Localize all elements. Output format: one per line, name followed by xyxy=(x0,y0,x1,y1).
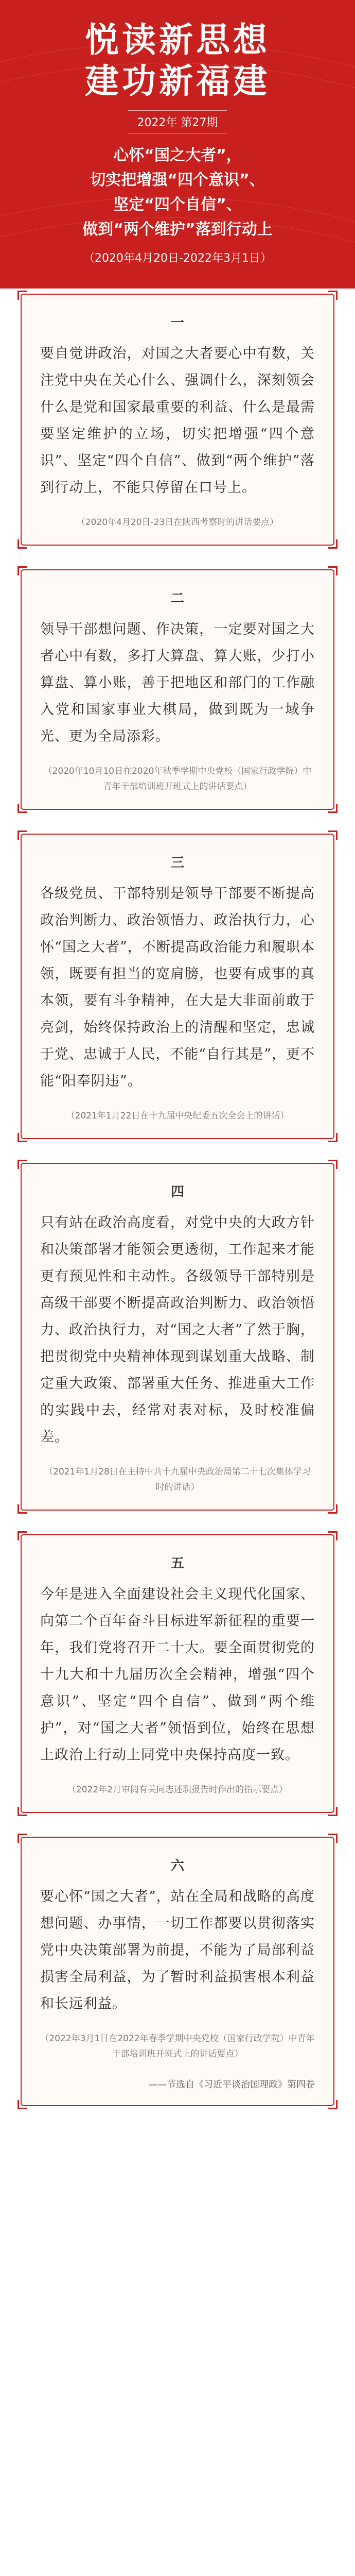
subtitle xyxy=(0,143,355,242)
corner-ornament xyxy=(328,566,338,575)
section-6 xyxy=(21,1837,334,2106)
corner-ornament xyxy=(17,804,27,813)
corner-ornament xyxy=(328,1807,338,1816)
corner-ornament xyxy=(17,291,27,300)
corner-ornament xyxy=(17,2100,27,2109)
section-source: （2020年4月20日-23日在陕西考察时的讲话要点） xyxy=(76,517,279,528)
corner-ornament xyxy=(17,1504,27,1514)
title-line-1: 悦读新思想 xyxy=(85,20,270,60)
corner-ornament xyxy=(328,1504,338,1514)
date-range: （2020年4月20日-2022年3月1日） xyxy=(83,252,272,265)
section-source: （2022年2月审阅有关同志述职报告时作出的指示要点） xyxy=(67,1785,288,1795)
corner-ornament xyxy=(17,831,27,840)
section-body: 要心怀“国之大者”，站在全局和战略的高度想问题、办事情，一切工作都要以贯彻落实党中央决策部署为前提，不能为了局部利益损害全局利益，为了暂时利益损害根本利益和长远利益。 xyxy=(40,1889,315,2012)
section-2 xyxy=(21,569,334,810)
corner-ornament xyxy=(17,566,27,575)
section-number: 一 xyxy=(170,315,184,331)
section-body: 今年是进入全面建设社会主义现代化国家、向第二个百年奋斗目标进军新征程的重要一年，我们党将召开二十大。要全面贯彻党的十九大和十九届历次全会精神，增强“四个意识”、坚定“四个自信”、做到“两个维护”，对“国之大者”领悟到位，始终在思想上政治上行动上同党中央保持高度一致。 xyxy=(40,1586,315,1763)
page-title xyxy=(0,20,355,102)
corner-ornament xyxy=(328,1160,338,1169)
section-number: 二 xyxy=(170,591,184,606)
header-banner xyxy=(0,0,355,289)
corner-ornament xyxy=(17,1807,27,1816)
subtitle-line-1: 心怀“国之大者”， xyxy=(113,146,242,164)
corner-ornament xyxy=(328,1531,338,1540)
content xyxy=(21,294,334,2130)
section-3 xyxy=(21,834,334,1139)
subtitle-line-2: 切实把增强“四个意识”、 xyxy=(90,171,265,189)
corner-ornament xyxy=(328,1133,338,1142)
issue-number: 2022年 第27期 xyxy=(128,110,227,133)
corner-ornament xyxy=(17,1531,27,1540)
corner-ornament xyxy=(328,539,338,549)
corner-ornament xyxy=(17,1834,27,1843)
subtitle-line-4: 做到“两个维护”落到行动上 xyxy=(82,221,273,239)
corner-ornament xyxy=(328,804,338,813)
section-source: （2021年1月22日在十九届中央纪委五次全会上的讲话） xyxy=(66,1111,289,1121)
section-number: 六 xyxy=(170,1858,184,1874)
section-source: （2022年3月1日在2022年春季学期中央党校（国家行政学院）中青年干部培训班开班式上的讲话要点） xyxy=(40,2033,315,2059)
corner-ornament xyxy=(17,1133,27,1142)
section-body: 只有站在政治高度看，对党中央的大政方针和决策部署才能领会更透彻，工作起来才能更有预见性和主动性。各级领导干部特别是高级干部要不断提高政治判断力、政治领悟力、政治执行力，对“国之大者”了然于胸，把贯彻党中央精神体现到谋划重大战略、制定重大政策、部署重大任务、推进重大工作的实践中去，经常对表对标，及时校准偏差。 xyxy=(40,1215,315,1445)
corner-ornament xyxy=(328,831,338,840)
section-body: 要自觉讲政治，对国之大者要心中有数，关注党中央在关心什么、强调什么，深刻领会什么是党和国家最重要的利益、什么是最需要坚定维护的立场，切实把增强“四个意识”、坚定“四个自信”、做到“两个维护”落到行动上，不能只停留在口号上。 xyxy=(40,346,315,496)
section-1 xyxy=(21,294,334,546)
section-source: （2021年1月28日在主持中共十九届中央政治局第二十七次集体学习时的讲话） xyxy=(44,1467,311,1493)
issue-wrap xyxy=(0,110,355,133)
title-line-2: 建功新福建 xyxy=(85,61,270,101)
corner-ornament xyxy=(328,1834,338,1843)
corner-ornament xyxy=(328,291,338,300)
section-body: 领导干部想问题、作决策，一定要对国之大者心中有数，多打大算盘、算大账，少打小算盘、算小账，善于把地区和部门的工作融入党和国家事业大棋局，做到既为一域争光、更为全局添彩。 xyxy=(40,621,315,744)
section-5 xyxy=(21,1534,334,1813)
section-number: 三 xyxy=(170,855,184,871)
corner-ornament xyxy=(328,2100,338,2109)
excerpt-note: ——节选自《习近平谈治国理政》第四卷 xyxy=(148,2079,315,2090)
section-4 xyxy=(21,1163,334,1511)
corner-ornament xyxy=(17,1160,27,1169)
section-number: 五 xyxy=(170,1556,184,1571)
section-body: 各级党员、干部特别是领导干部要不断提高政治判断力、政治领悟力、政治执行力，心怀“国之大者”，不断提高政治能力和履职本领，既要有担当的宽肩膀，也要有成事的真本领，要有斗争精神，在大是大非面前敢于亮剑，始终保持政治上的清醒和坚定，忠诚于党、忠诚于人民，不能“自行其是”，更不能“阳奉阴违”。 xyxy=(40,886,315,1089)
subtitle-line-3: 坚定“四个自信”、 xyxy=(113,196,242,214)
corner-ornament xyxy=(17,539,27,549)
section-number: 四 xyxy=(170,1184,184,1200)
section-source: （2020年10月10日在2020年秋季学期中央党校（国家行政学院）中青年干部培训班开班式上的讲话要点） xyxy=(43,766,312,792)
